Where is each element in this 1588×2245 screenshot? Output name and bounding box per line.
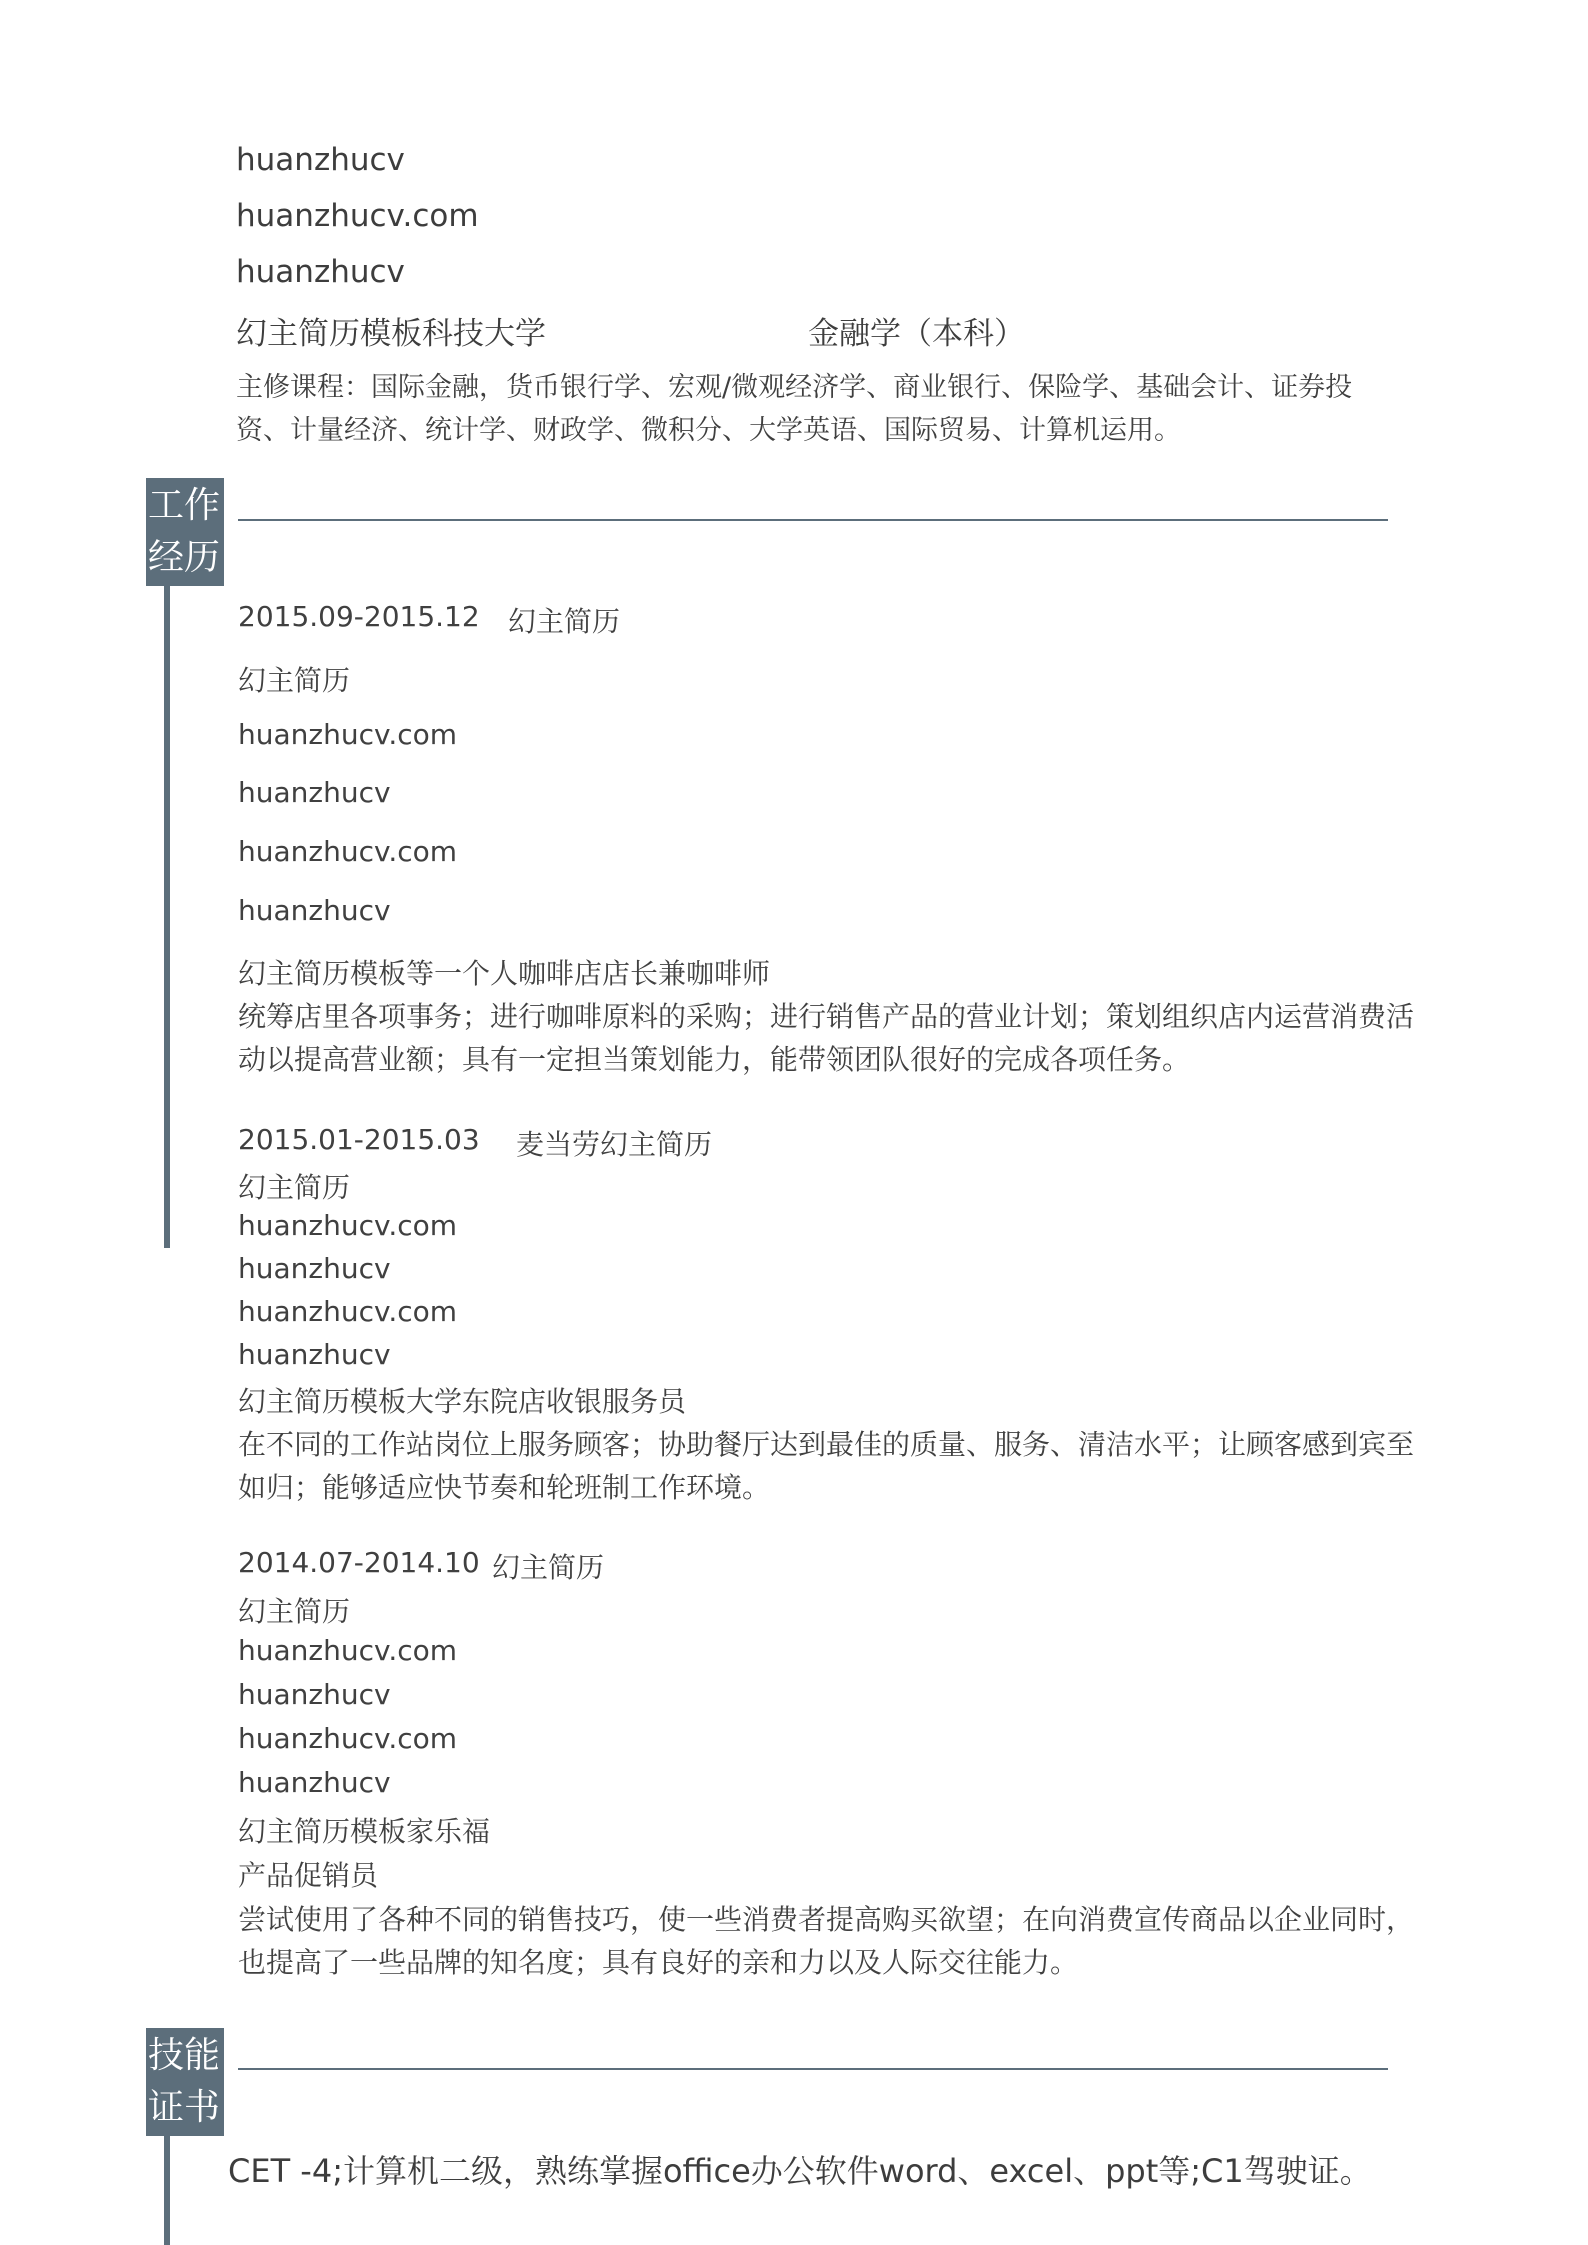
job-1-line-1: 幻主简历	[238, 664, 351, 697]
job-2-line-3: huanzhucv	[238, 1252, 391, 1285]
education-school: 幻主简历模板科技大学	[236, 316, 546, 352]
job-1-line-4: huanzhucv.com	[238, 835, 458, 868]
work-section-divider	[238, 519, 1388, 521]
job-2-role: 幻主简历模板大学东院店收银服务员	[238, 1385, 687, 1418]
job-3-line-1: 幻主简历	[238, 1595, 351, 1628]
header-line-3: huanzhucv	[236, 254, 405, 290]
job-3-line-5: huanzhucv	[238, 1766, 391, 1799]
work-timeline-bar	[164, 584, 170, 1248]
skills-section-divider	[238, 2068, 1388, 2070]
education-courses	[236, 366, 1396, 452]
skills-section-title-line-2: 证书	[148, 2087, 221, 2128]
education-courses-line-2: 资、计量经济、统计学、财政学、微积分、大学英语、国际贸易、计算机运用。	[236, 415, 1181, 446]
job-2-date: 2015.01-2015.03	[238, 1123, 480, 1156]
job-1-company: 幻主简历	[508, 605, 621, 638]
job-3-role: 幻主简历模板家乐福	[238, 1815, 491, 1848]
job-1-line-3: huanzhucv	[238, 776, 391, 809]
job-3-line-4: huanzhucv.com	[238, 1722, 458, 1755]
work-section-title	[146, 478, 224, 586]
job-1-line-5: huanzhucv	[238, 894, 391, 927]
skills-section-title	[146, 2028, 224, 2136]
header-line-1: huanzhucv	[236, 142, 405, 178]
job-3-line-2: huanzhucv.com	[238, 1634, 458, 1667]
job-3-role-2: 产品促销员	[238, 1859, 379, 1892]
job-1-desc-line-1: 统筹店里各项事务；进行咖啡原料的采购；进行销售产品的营业计划；策划组织店内运营消费活	[238, 1000, 1415, 1033]
skills-text: CET -4;计算机二级，熟练掌握office办公软件word、excel、ppt等;C1驾驶证。	[228, 2152, 1372, 2190]
job-1-date: 2015.09-2015.12	[238, 600, 480, 633]
skills-timeline-bar	[164, 2134, 170, 2245]
job-2-desc-line-1: 在不同的工作站岗位上服务顾客；协助餐厅达到最佳的质量、服务、清洁水平；让顾客感到宾至	[238, 1428, 1415, 1461]
job-1-role: 幻主简历模板等一个人咖啡店店长兼咖啡师	[238, 957, 771, 990]
job-2-desc-line-2: 如归；能够适应快节奏和轮班制工作环境。	[238, 1471, 771, 1504]
job-1-line-2: huanzhucv.com	[238, 718, 458, 751]
skills-section-title-line-1: 技能	[148, 2035, 221, 2076]
job-3-line-3: huanzhucv	[238, 1678, 391, 1711]
header-line-2: huanzhucv.com	[236, 198, 479, 234]
job-2-line-2: huanzhucv.com	[238, 1209, 458, 1242]
work-section-title-line-1: 工作	[148, 485, 221, 526]
job-2-line-5: huanzhucv	[238, 1338, 391, 1371]
job-3-date: 2014.07-2014.10	[238, 1546, 480, 1579]
job-3-desc-line-2: 也提高了一些品牌的知名度；具有良好的亲和力以及人际交往能力。	[238, 1946, 1079, 1979]
job-1-desc-line-2: 动以提高营业额；具有一定担当策划能力，能带领团队很好的完成各项任务。	[238, 1043, 1191, 1076]
education-major: 金融学（本科）	[808, 316, 1025, 352]
job-3-company: 幻主简历	[492, 1551, 605, 1584]
job-2-line-1: 幻主简历	[238, 1171, 351, 1204]
work-section-title-line-2: 经历	[148, 537, 221, 578]
job-3-desc-line-1: 尝试使用了各种不同的销售技巧，使一些消费者提高购买欲望；在向消费宣传商品以企业同时，	[238, 1903, 1415, 1936]
job-2-line-4: huanzhucv.com	[238, 1295, 458, 1328]
job-2-company: 麦当劳幻主简历	[516, 1128, 713, 1161]
education-courses-line-1: 主修课程：国际金融，货币银行学、宏观/微观经济学、商业银行、保险学、基础会计、证券投	[236, 372, 1353, 403]
